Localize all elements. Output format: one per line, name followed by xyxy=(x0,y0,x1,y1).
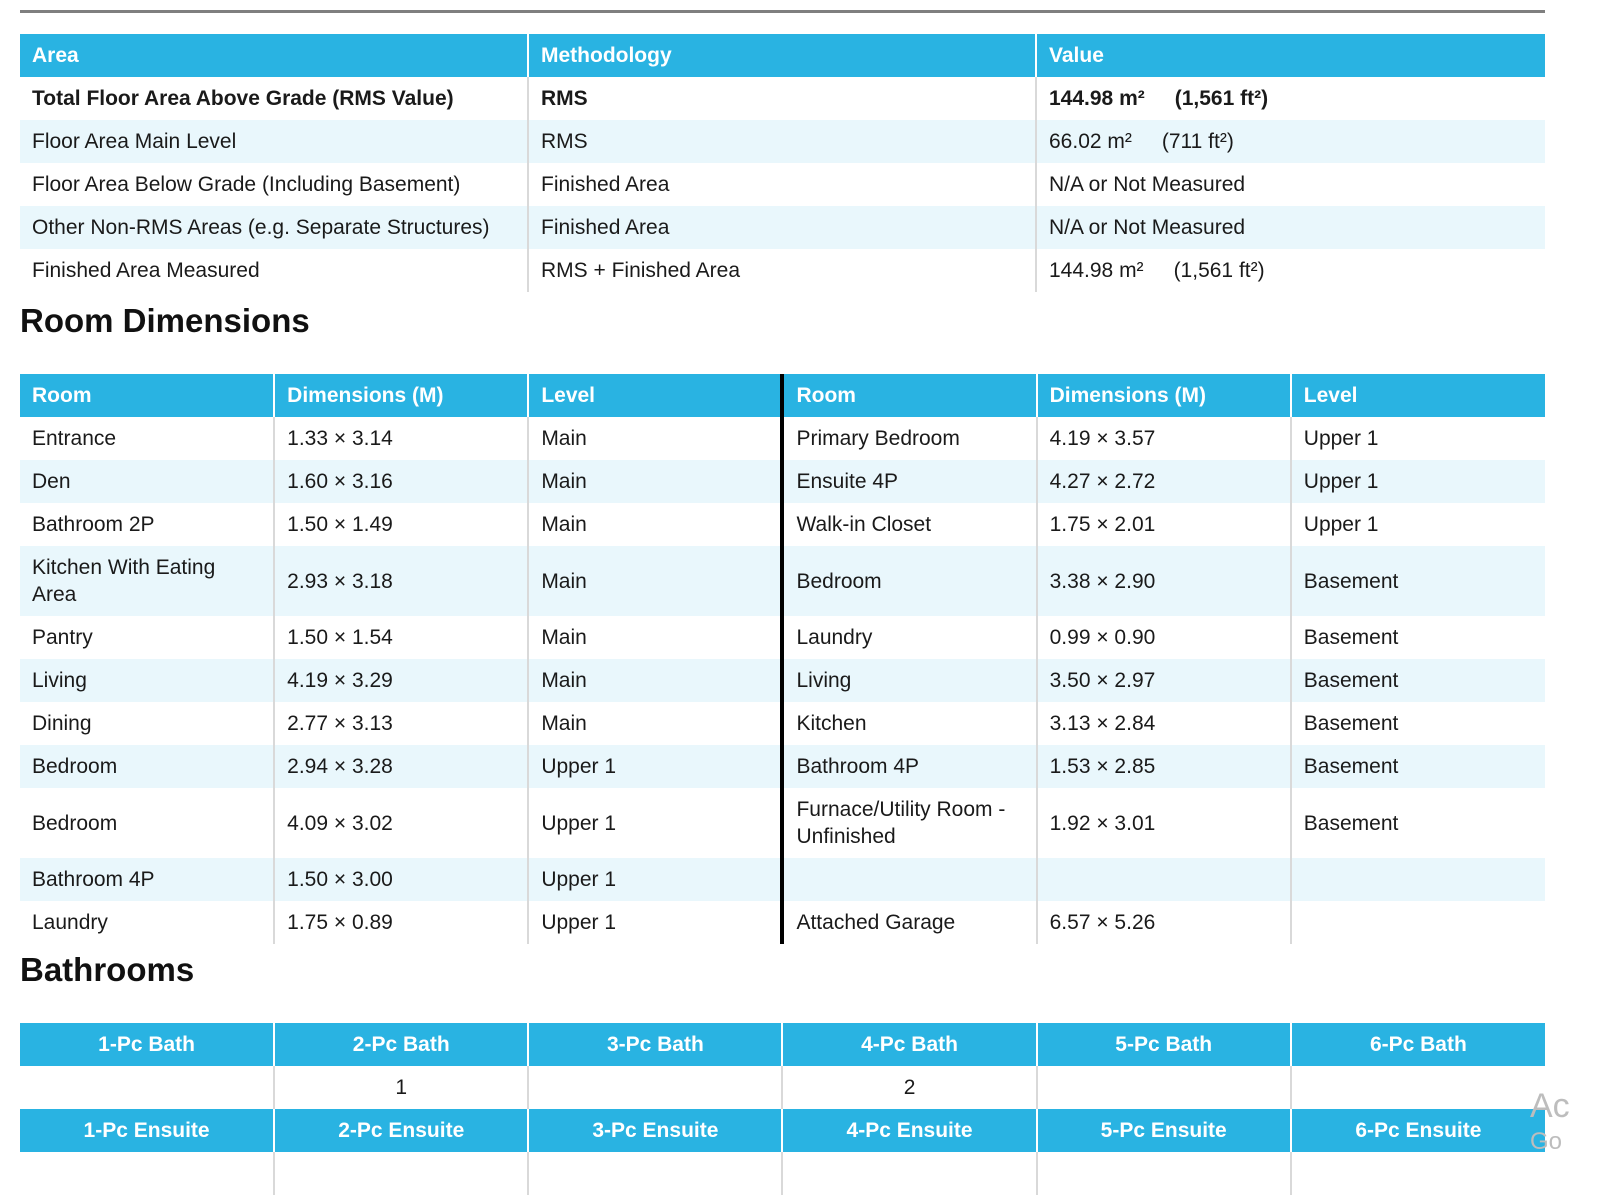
room-level: Basement xyxy=(1291,745,1545,788)
dimensions-column-header: Dimensions (M) xyxy=(1037,374,1291,417)
bath-count xyxy=(1291,1066,1545,1109)
ensuite-count xyxy=(1037,1152,1291,1195)
room-dimensions: 1.50 × 1.49 xyxy=(274,503,528,546)
room-name: Laundry xyxy=(782,616,1036,659)
room-name: Bedroom xyxy=(782,546,1036,616)
ensuite-type-header: 2-Pc Ensuite xyxy=(274,1109,528,1152)
table-row xyxy=(20,659,1545,702)
room-name: Attached Garage xyxy=(782,901,1036,944)
bath-type-header: 5-Pc Bath xyxy=(1037,1023,1291,1066)
bath-type-header: 1-Pc Bath xyxy=(20,1023,274,1066)
room-dimensions: 2.94 × 3.28 xyxy=(274,745,528,788)
area-name: Total Floor Area Above Grade (RMS Value) xyxy=(32,86,454,110)
area-summary-table xyxy=(20,34,1545,292)
room-level: Upper 1 xyxy=(528,901,782,944)
room-level: Basement xyxy=(1291,702,1545,745)
area-value xyxy=(1036,206,1545,249)
ensuite-type-header: 4-Pc Ensuite xyxy=(782,1109,1036,1152)
room-level: Main xyxy=(528,616,782,659)
table-row xyxy=(20,206,1545,249)
dimensions-column-header: Dimensions (M) xyxy=(274,374,528,417)
table-row xyxy=(20,249,1545,292)
bath-type-header: 3-Pc Bath xyxy=(528,1023,782,1066)
room-dimensions: 1.60 × 3.16 xyxy=(274,460,528,503)
bath-type-header: 4-Pc Bath xyxy=(782,1023,1036,1066)
methodology: Finished Area xyxy=(528,206,1036,249)
ensuite-type-header: 3-Pc Ensuite xyxy=(528,1109,782,1152)
room-name: Pantry xyxy=(32,626,93,649)
room-level: Main xyxy=(528,659,782,702)
bath-header-row xyxy=(20,1023,1545,1066)
area-value xyxy=(1036,120,1545,163)
methodology-column-header: Methodology xyxy=(528,34,1036,77)
table-row xyxy=(20,120,1545,163)
value-metric: 144.98 m² xyxy=(1049,258,1144,282)
area-value xyxy=(1036,249,1545,292)
room-dimensions: 4.09 × 3.02 xyxy=(274,788,528,858)
ensuite-count xyxy=(528,1152,782,1195)
ensuite-header-row xyxy=(20,1109,1545,1152)
room-name: Laundry xyxy=(32,911,108,934)
room-name xyxy=(782,858,1036,901)
ensuite-count xyxy=(20,1152,274,1195)
room-level: Main xyxy=(528,460,782,503)
table-row xyxy=(20,503,1545,546)
methodology: RMS + Finished Area xyxy=(528,249,1036,292)
room-level: Basement xyxy=(1291,616,1545,659)
bathrooms-table xyxy=(20,1023,1545,1195)
table-row xyxy=(20,417,1545,460)
room-level: Upper 1 xyxy=(1291,460,1545,503)
bath-count-row xyxy=(20,1066,1545,1109)
area-table-header-row xyxy=(20,34,1545,77)
top-divider xyxy=(20,10,1545,13)
bath-type-header: 2-Pc Bath xyxy=(274,1023,528,1066)
table-row xyxy=(20,788,1545,858)
room-column-header: Room xyxy=(20,374,274,417)
room-dimensions-heading: Room Dimensions xyxy=(20,302,310,339)
rooms-header-row xyxy=(20,374,1545,417)
area-value xyxy=(1036,77,1545,120)
room-dimensions: 1.53 × 2.85 xyxy=(1037,745,1291,788)
level-column-header: Level xyxy=(528,374,782,417)
room-name: Kitchen xyxy=(782,702,1036,745)
ensuite-count xyxy=(274,1152,528,1195)
bath-count xyxy=(20,1066,274,1109)
area-name: Finished Area Measured xyxy=(32,258,260,282)
value-imperial: (711 ft²) xyxy=(1161,129,1234,153)
table-row xyxy=(20,858,1545,901)
room-name: Ensuite 4P xyxy=(782,460,1036,503)
ensuite-type-header: 6-Pc Ensuite xyxy=(1291,1109,1545,1152)
room-dimensions: 2.77 × 3.13 xyxy=(274,702,528,745)
room-dimensions: 1.75 × 0.89 xyxy=(274,901,528,944)
value-imperial: (1,561 ft²) xyxy=(1173,258,1265,282)
value-imperial: (1,561 ft²) xyxy=(1174,86,1269,110)
level-column-header: Level xyxy=(1291,374,1545,417)
room-name: Bathroom 4P xyxy=(782,745,1036,788)
table-row xyxy=(20,616,1545,659)
ensuite-count xyxy=(1291,1152,1545,1195)
room-name: Living xyxy=(782,659,1036,702)
room-level: Upper 1 xyxy=(528,788,782,858)
table-row xyxy=(20,77,1545,120)
room-level xyxy=(1291,901,1545,944)
room-dimensions-table xyxy=(20,374,1545,944)
room-dimensions: 4.19 × 3.29 xyxy=(274,659,528,702)
room-dimensions xyxy=(1037,858,1291,901)
table-row xyxy=(20,702,1545,745)
room-level: Upper 1 xyxy=(1291,417,1545,460)
bath-count xyxy=(1037,1066,1291,1109)
watermark-line-2: Go xyxy=(1530,1128,1563,1155)
area-name: Floor Area Below Grade (Including Basement) xyxy=(32,172,461,196)
room-level: Basement xyxy=(1291,788,1545,858)
room-name: Den xyxy=(20,460,274,503)
room-name: Living xyxy=(20,659,274,702)
ensuite-count xyxy=(782,1152,1036,1195)
area-name: Other Non-RMS Areas (e.g. Separate Structures) xyxy=(20,206,528,249)
table-row xyxy=(20,745,1545,788)
methodology: Finished Area xyxy=(528,163,1036,206)
room-dimensions: 3.13 × 2.84 xyxy=(1037,702,1291,745)
ensuite-type-header: 1-Pc Ensuite xyxy=(20,1109,274,1152)
room-dimensions: 1.33 × 3.14 xyxy=(274,417,528,460)
room-name: Entrance xyxy=(32,427,117,450)
room-level: Upper 1 xyxy=(528,745,782,788)
ensuite-type-header: 5-Pc Ensuite xyxy=(1037,1109,1291,1152)
room-level: Upper 1 xyxy=(528,858,782,901)
room-level: Basement xyxy=(1291,659,1545,702)
methodology: RMS xyxy=(528,77,1036,120)
room-name: Furnace/Utility Room - Unfinished xyxy=(782,788,1036,858)
value-column-header: Value xyxy=(1036,34,1545,77)
table-row xyxy=(20,901,1545,944)
room-level: Main xyxy=(528,546,782,616)
table-row xyxy=(20,163,1545,206)
area-name: Floor Area Main Level xyxy=(20,120,528,163)
area-column-header: Area xyxy=(20,34,528,77)
room-dimensions: 3.50 × 2.97 xyxy=(1037,659,1291,702)
value-metric: 144.98 m² xyxy=(1049,86,1145,110)
room-dimensions: 6.57 × 5.26 xyxy=(1037,901,1291,944)
watermark-line-1: Ac xyxy=(1530,1088,1570,1125)
room-level: Main xyxy=(528,702,782,745)
methodology: RMS xyxy=(528,120,1036,163)
room-column-header: Room xyxy=(782,374,1036,417)
room-name: Kitchen With Eating Area xyxy=(20,546,274,616)
room-dimensions: 4.19 × 3.57 xyxy=(1037,417,1291,460)
value-metric: N/A or Not Measured xyxy=(1049,172,1246,196)
room-name: Dining xyxy=(32,712,92,735)
table-row xyxy=(20,460,1545,503)
room-dimensions: 0.99 × 0.90 xyxy=(1037,616,1291,659)
room-level xyxy=(1291,858,1545,901)
room-dimensions: 3.38 × 2.90 xyxy=(1037,546,1291,616)
room-dimensions: 2.93 × 3.18 xyxy=(274,546,528,616)
value-metric: 66.02 m² xyxy=(1049,129,1132,153)
ensuite-count-row xyxy=(20,1152,1545,1195)
room-dimensions: 1.75 × 2.01 xyxy=(1037,503,1291,546)
room-name: Bedroom xyxy=(32,811,118,835)
room-name: Walk-in Closet xyxy=(782,503,1036,546)
room-level: Main xyxy=(528,417,782,460)
room-level: Basement xyxy=(1291,546,1545,616)
room-name: Bathroom 4P xyxy=(20,858,274,901)
bathrooms-heading: Bathrooms xyxy=(20,951,195,988)
room-name: Bedroom xyxy=(20,745,274,788)
room-dimensions: 1.50 × 1.54 xyxy=(274,616,528,659)
room-dimensions: 4.27 × 2.72 xyxy=(1037,460,1291,503)
room-name: Primary Bedroom xyxy=(782,417,1036,460)
room-level: Upper 1 xyxy=(1291,503,1545,546)
bath-count: 2 xyxy=(782,1066,1036,1109)
activation-watermark xyxy=(1530,1088,1600,1160)
bath-type-header: 6-Pc Bath xyxy=(1291,1023,1545,1066)
bath-count xyxy=(528,1066,782,1109)
room-dimensions: 1.92 × 3.01 xyxy=(1037,788,1291,858)
table-row xyxy=(20,546,1545,616)
room-dimensions: 1.50 × 3.00 xyxy=(274,858,528,901)
bath-count: 1 xyxy=(274,1066,528,1109)
room-level: Main xyxy=(528,503,782,546)
area-value xyxy=(1036,163,1545,206)
room-name: Bathroom 2P xyxy=(32,513,155,536)
value-metric: N/A or Not Measured xyxy=(1049,215,1246,239)
